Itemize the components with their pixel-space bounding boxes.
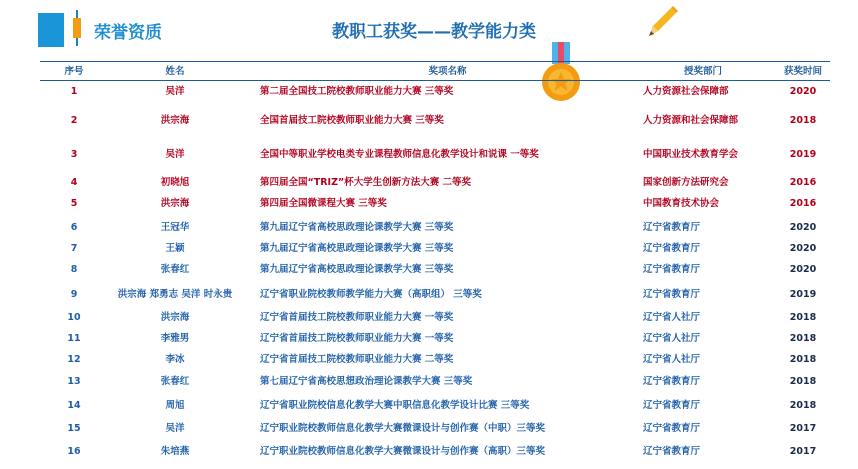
row-year: 2018 [789, 400, 817, 411]
row-name: 周旭 [165, 400, 185, 411]
row-dept: 辽宁省教育厅 [643, 400, 701, 411]
row-no: 9 [70, 289, 78, 300]
row-award: 第四届全国“TRIZ”杯大学生创新方法大赛 二等奖 [260, 177, 472, 188]
row-name: 洪宗海 [160, 198, 190, 209]
row-award: 全国中等职业学校电类专业课程教师信息化教学设计和说课 一等奖 [260, 149, 539, 160]
row-no: 2 [70, 115, 78, 126]
col-header-dept: 授奖部门 [683, 66, 722, 77]
row-no: 11 [67, 333, 81, 344]
row-award: 辽宁省职业院校教师教学能力大赛（高职组） 三等奖 [260, 289, 482, 300]
row-year: 2017 [789, 423, 817, 434]
row-name: 吴洋 [165, 149, 185, 160]
row-dept: 辽宁省教育厅 [643, 376, 701, 387]
row-no: 6 [70, 222, 78, 233]
col-header-year: 获奖时间 [783, 66, 822, 77]
header-marker-icon [73, 10, 81, 46]
row-dept: 中国教育技术协会 [643, 198, 720, 209]
row-no: 13 [67, 376, 81, 387]
row-award: 第九届辽宁省高校思政理论课教学大赛 三等奖 [260, 264, 454, 275]
row-award: 辽宁省首届技工院校教师职业能力大赛 一等奖 [260, 333, 454, 344]
pencil-icon [645, 4, 679, 40]
row-dept: 辽宁省教育厅 [643, 423, 701, 434]
row-name: 张春红 [160, 264, 190, 275]
row-no: 12 [67, 354, 81, 365]
row-award: 第七届辽宁省高校思想政治理论课教学大赛 三等奖 [260, 376, 473, 387]
row-no: 8 [70, 264, 78, 275]
row-year: 2019 [789, 149, 817, 160]
row-no: 4 [70, 177, 78, 188]
row-dept: 辽宁省教育厅 [643, 289, 701, 300]
row-year: 2020 [789, 86, 817, 97]
row-year: 2016 [789, 198, 817, 209]
row-year: 2017 [789, 446, 817, 457]
row-name: 张春红 [160, 376, 190, 387]
row-no: 7 [70, 243, 78, 254]
header-color-bar [38, 13, 64, 47]
row-award: 辽宁省首届技工院校教师职业能力大赛 一等奖 [260, 312, 454, 323]
row-award: 辽宁省首届技工院校教师职业能力大赛 二等奖 [260, 354, 454, 365]
row-name: 洪宗海 郑勇志 吴洋 时永贵 [117, 289, 233, 300]
row-award: 第二届全国技工院校教师职业能力大赛 三等奖 [260, 86, 454, 97]
row-dept: 辽宁省教育厅 [643, 446, 701, 457]
section-title: 荣誉资质 [94, 23, 162, 43]
row-award: 第九届辽宁省高校思政理论课教学大赛 三等奖 [260, 243, 454, 254]
row-dept: 国家创新方法研究会 [643, 177, 729, 188]
row-no: 14 [67, 400, 81, 411]
row-name: 李雅男 [160, 333, 190, 344]
row-no: 3 [70, 149, 78, 160]
row-year: 2016 [789, 177, 817, 188]
row-year: 2018 [789, 333, 817, 344]
row-no: 5 [70, 198, 78, 209]
row-award: 全国首届技工院校教师职业能力大赛 三等奖 [260, 115, 444, 126]
row-dept: 人力资源社会保障部 [643, 86, 729, 97]
row-dept: 中国职业技术教育学会 [643, 149, 739, 160]
row-no: 16 [67, 446, 81, 457]
row-name: 王颖 [165, 243, 185, 254]
row-year: 2018 [789, 115, 817, 126]
row-year: 2018 [789, 354, 817, 365]
table-header-rule [40, 80, 830, 81]
row-dept: 人力资源和社会保障部 [643, 115, 739, 126]
row-dept: 辽宁省教育厅 [643, 243, 701, 254]
row-dept: 辽宁省人社厅 [643, 333, 701, 344]
row-year: 2020 [789, 264, 817, 275]
row-no: 15 [67, 423, 81, 434]
row-dept: 辽宁省人社厅 [643, 312, 701, 323]
row-name: 洪宗海 [160, 312, 190, 323]
row-year: 2019 [789, 289, 817, 300]
row-dept: 辽宁省教育厅 [643, 222, 701, 233]
row-no: 1 [70, 86, 78, 97]
row-no: 10 [67, 312, 81, 323]
row-year: 2020 [789, 243, 817, 254]
row-dept: 辽宁省人社厅 [643, 354, 701, 365]
page-title: 教职工获奖——教学能力类 [332, 22, 536, 42]
row-dept: 辽宁省教育厅 [643, 264, 701, 275]
row-name: 王冠华 [160, 222, 190, 233]
row-year: 2020 [789, 222, 817, 233]
row-name: 李冰 [165, 354, 185, 365]
row-award: 辽宁省职业院校信息化教学大赛中职信息化教学设计比赛 三等奖 [260, 400, 530, 411]
header-rule [40, 61, 830, 62]
row-name: 朱培燕 [160, 446, 190, 457]
row-award: 第四届全国微课程大赛 三等奖 [260, 198, 387, 209]
col-header-no: 序号 [64, 66, 84, 77]
row-name: 洪宗海 [160, 115, 190, 126]
row-name: 初晓旭 [160, 177, 190, 188]
col-header-name: 姓名 [165, 66, 185, 77]
row-year: 2018 [789, 312, 817, 323]
row-year: 2018 [789, 376, 817, 387]
row-name: 吴洋 [165, 86, 185, 97]
row-award: 辽宁职业院校教师信息化教学大赛微课设计与创作赛（中职）三等奖 [260, 423, 546, 434]
row-award: 辽宁职业院校教师信息化教学大赛微课设计与创作赛（高职）三等奖 [260, 446, 546, 457]
col-header-award: 奖项名称 [428, 66, 467, 77]
row-name: 吴洋 [165, 423, 185, 434]
row-award: 第九届辽宁省高校思政理论课教学大赛 三等奖 [260, 222, 454, 233]
